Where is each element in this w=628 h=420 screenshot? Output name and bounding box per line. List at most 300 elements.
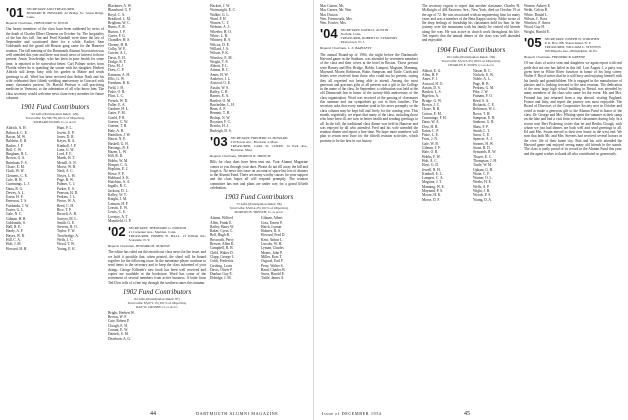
contributor-name: Emerson, T. S. xyxy=(6,199,28,204)
contributor-name: Cheney, H. R. xyxy=(108,42,129,47)
fund-1904-list xyxy=(422,69,520,202)
contributor-name: Bell, C. W. xyxy=(6,147,22,152)
contributor-name: Gilman, T. F. xyxy=(422,146,441,151)
contributor-name: Ingalls, R. C. xyxy=(108,184,128,189)
column-2-names xyxy=(108,4,206,223)
contributor-name: Young, D. A. xyxy=(473,197,492,202)
class-03-header xyxy=(210,133,308,152)
contributor-name: Bigelow, A. xyxy=(422,94,440,99)
contributor-name: Flint, L. C. xyxy=(108,94,124,99)
class-02-body: The editor has ruled out this month our class news for the issue, and we hold it possible that, when printed, the sheaf will be bound together for the following issue. In the meantime please continue to send items to the secretary and to keep the class informed of your doings. George Kilbreth's new book has been well received and copies are available at the bookstore. Word has come of the retirement of several members from active business. A letter from Ted Dow tells of a fine trip through the southern states this autumn. xyxy=(108,250,206,285)
contributor-name: Hobbs, F. W. xyxy=(422,154,441,159)
contributor-name: Reed, S. A. xyxy=(473,98,490,103)
class-02-numeral: '02 xyxy=(108,224,126,240)
contributor-name: Smith, L. T. xyxy=(473,128,491,133)
contributor-name: Fuller, E. A. xyxy=(108,102,126,107)
column-4 xyxy=(320,4,418,404)
fund-1903-names-a xyxy=(210,216,257,280)
class-02-treasurer: TREASURER, HOMER B. HALL, 15 Pelham Rd., Scarsdale, N. Y. xyxy=(128,234,206,243)
contributor-name: Wilson, P. K. xyxy=(210,51,229,56)
class-01-numeral: '01 xyxy=(6,5,24,20)
contributor-name: Allen, H. F. xyxy=(422,72,439,77)
contributor-name: Kent, Arthur L. xyxy=(261,237,284,242)
column-6 xyxy=(524,4,622,404)
class-05-chairman: Bequest Chairman, FREDERICK GREENE xyxy=(524,55,586,60)
fund-1904-names-a xyxy=(422,69,469,202)
contributor-name: Bosworth, Percy xyxy=(210,237,234,242)
contributor-name: White, L. B. xyxy=(210,34,228,39)
fund-1904-title: 1904 Fund Contributors xyxy=(436,45,506,54)
contributor-name: Webster, A. J. xyxy=(210,25,230,30)
contributor-name: Hopkins, E. J. xyxy=(108,167,129,172)
contributor-name: Boynton, F. C. xyxy=(210,120,231,125)
class-01-address: HOWARD H. HOWARD, 42 Bridge St., Gleen Ridge, Conn. xyxy=(26,11,104,19)
contributor-name: Goldsmith, S. xyxy=(6,220,26,225)
fund-1904-names-b xyxy=(473,69,520,202)
contributor-name: Wm. Fowler, Mrs. xyxy=(320,21,347,26)
col5-body: The secretary regrets to report that another classmate, Charles H. McKnight of 404 Eastview Ave., New York, died on October 19 at the age of 72. He was associated with an engineering firm for many years and was a member of the Beta Kappa society. Eddie wrote of the deep feelings of friendship his classmates held for him. In the journey over the mountains with his family he visited old friends along the way. He was active in church work throughout his life. Ted reports that the annual dinner of the class was well attended and enjoyable. xyxy=(422,4,520,43)
contributor-name: Cummings, F. H. xyxy=(422,115,447,120)
contributor-name: Blackmer, A. W. xyxy=(108,4,132,8)
contributor-name: Perkins, G. M. xyxy=(473,85,495,90)
contributor-name: Jackson, D. L. xyxy=(108,188,129,193)
contributor-name: Ames, H. W. xyxy=(210,72,229,77)
contributor-name: Perry, Walter S. xyxy=(261,263,284,268)
contributor-name: Marsh, H. T. xyxy=(57,156,76,161)
contributor-name: Chase, E. M. xyxy=(6,165,25,170)
contributor-name: Dow, M. J. xyxy=(108,64,124,69)
contributor-name: Fairbanks, J. W. xyxy=(6,203,30,208)
contributor-name: Mac Dotson xyxy=(320,12,338,17)
contributor-name: Wells, A. P. xyxy=(473,184,490,189)
class-05-header xyxy=(524,37,622,53)
contributor-name: Bailey, Harry W. xyxy=(210,224,235,229)
column-6-names xyxy=(524,4,622,34)
contributor-name: Page, H. B. xyxy=(473,81,490,86)
contributor-name: Magsine, J. T. xyxy=(422,180,443,185)
contributor-name: Stearns, H. W. xyxy=(473,141,494,146)
contributor-name: Holt, A. C. xyxy=(422,158,438,163)
contributor-name: Holt, J. M. xyxy=(6,242,22,247)
contributor-name: Russell, A. B. xyxy=(57,212,77,217)
contributor-name: Eaton, C. P. xyxy=(422,128,439,133)
contributor-name: Burns, E. R. xyxy=(108,25,126,30)
contributor-name: Eldridge, J. M. xyxy=(210,276,232,281)
contributor-name: Hardy, A. F. xyxy=(6,229,24,234)
class-04-body: The annual Round-up of 1904, the night before the Dartmouth-Harvard game in the Stadium, was attended by seventeen members of the class and their wives at the hotel in Boston. Those present were Barney and Mrs. Bridge, Hobbs, Lampert, Magsine, Manning, Maynard, Moore, Robinson, Waite, Sampson, and Tuttle. Cards and letters were received from those who could not be present, saying they all regretted not being able to attend. Among the most generous and gracious gifts of all present was a gift to the College in the name of the class. In September, a celebration was held at the old Dartmouth Inn in honor of the twenty-fifth anniversary of the class organization. Word was received of the passing of classmates this summer and our sympathies go out to their families. The secretary asks that every member send in his news promptly so the class column may be kept full and lively for the coming year. This month, regretfully, we report that many of the class, including those who have been ill, are now in better health and sending greetings to all. In the fall, the traditional class dinner was held in Hanover and was enjoyed by all who attended. Fred and his wife attended the reunion dinner and report a fine time. We hope more members will plan to return next June for the fiftieth reunion activities, which promise to be the best in our history. xyxy=(320,52,418,143)
contributor-name: Austin, D. S. xyxy=(422,85,441,90)
contributor-name: Nash, A. C. xyxy=(57,169,74,174)
contributor-name: Thayer, E. C. xyxy=(473,154,493,159)
contributor-name: Bacon, M. W. xyxy=(6,134,26,139)
left-footer xyxy=(150,411,156,417)
contributor-name: Holmes, R. S. xyxy=(261,229,282,234)
contributor-name: Robinson, W. L. xyxy=(473,107,497,112)
contributor-name: Baldwin, E. R. xyxy=(6,139,28,144)
class-03-treasurer: TREASURER, CARL W. CURRY, 14 Park Ave., Brockton, Mass. xyxy=(230,143,308,152)
contributor-name: Farnham, R. K. xyxy=(108,81,131,86)
contributor-name: Burleigh, D. S. xyxy=(210,128,232,133)
contributor-name: Ellis, G. W. xyxy=(108,77,125,82)
class-05-treasurer-address: 190 Mineola Ave., Philadelphia 18, Pa. xyxy=(544,49,598,54)
contributor-name: Rowe, T. H. xyxy=(473,111,491,116)
contributor-name: Sanborn, G. R. xyxy=(473,120,495,125)
contributor-name: Webb, Calvin B. xyxy=(524,8,548,13)
contributor-name: Eastman, A. H. xyxy=(108,72,130,77)
contributor-name: Pike, J. W. xyxy=(473,90,489,95)
contributor-name: Warren, Aubrey E. xyxy=(524,4,551,8)
right-folio: 45 xyxy=(464,411,470,417)
contributor-name: Gilman, Albert xyxy=(261,216,283,221)
contributor-name: Wood, T. W. xyxy=(57,242,75,247)
contributor-name: Chase, R. B. xyxy=(422,107,441,112)
contributor-name: Howard, Fred D. xyxy=(261,233,286,238)
contributor-name: Brewer, Allen K. xyxy=(210,242,235,247)
contributor-name: Means, John P. xyxy=(261,250,283,255)
contributor-name: Pearson, H. D. xyxy=(57,190,79,195)
contributor-name: Mansfield, G. P. xyxy=(108,218,132,223)
contributor-name: Cobb, Frederick xyxy=(210,259,234,264)
magazine-title: DARTMOUTH ALUMNI MAGAZINE xyxy=(196,411,279,416)
contributor-name: Drew, C. P. xyxy=(108,68,125,73)
contributor-name: Dewey, A. L. xyxy=(6,190,26,195)
class-01-header xyxy=(6,7,104,19)
contributor-name: Lincoln, W. H. xyxy=(261,242,283,247)
contributor-name: Bridge, G. W. xyxy=(422,98,442,103)
fund-1902-title: 1902 Fund Contributors xyxy=(122,287,192,296)
contributor-name: Willard, J. A. xyxy=(210,46,230,51)
class-05-address: P. O. Box 188, Staten Island, N. Y. xyxy=(544,41,592,46)
contributor-name: Thompson, J. H. xyxy=(473,158,497,163)
contributor-name: Davis, E. H. xyxy=(108,55,126,60)
contributor-name: Hill, C. A. xyxy=(6,238,21,243)
contributor-name: Winslow, F. Amos xyxy=(524,21,551,26)
contributor-name: Smith, G. E. xyxy=(57,220,75,225)
contributor-name: Hall, R. E. xyxy=(6,225,22,230)
contributor-name: Cummings, L. J. xyxy=(6,182,30,187)
contributor-name: Eaton, H. P. xyxy=(6,195,24,200)
contributor-name: Barker, J. P. xyxy=(6,143,24,148)
contributor-name: Snow, Harold E. xyxy=(261,272,285,277)
contributor-name: Wood, Guy H. xyxy=(524,25,545,30)
contributor-name: Wm. Farnsworth, Mrs. xyxy=(320,16,353,21)
contributor-name: Allen, Frank E. xyxy=(210,220,233,225)
class-01-secretary: SECRETARY AND TREASURER xyxy=(26,7,75,11)
class-04-header xyxy=(320,28,418,44)
contributor-name: Kimball, E. L. xyxy=(422,171,443,176)
contributor-name: Taylor, F. W. xyxy=(57,229,76,234)
contributor-name: Wright, T. P. xyxy=(210,59,228,64)
class-05-treasurer: TREASURER, WILLIAM C. STEVENS xyxy=(544,45,601,50)
contributor-name: Rice, T. F. xyxy=(57,207,72,212)
contributor-name: Reed, C. H. xyxy=(57,203,74,208)
fund-1903-subtitle: 75 Gifts (Participation Index: 96) xyxy=(236,202,282,207)
class-04-treasurer-address: Morristown, N. J. xyxy=(340,40,365,45)
right-footer-folio xyxy=(464,411,470,417)
contributor-name: Cushing, Louis xyxy=(210,263,232,268)
contributor-name: Atwood, H. O. xyxy=(422,81,444,86)
contributor-name: Brown, W. F. xyxy=(108,315,127,320)
contributor-name: Hoyt, G. D. xyxy=(422,163,439,168)
issue-line: Issue of DECEMBER 1954 xyxy=(322,411,382,416)
fund-1903-list xyxy=(210,216,308,280)
contributor-name: Cotton, E. M. xyxy=(422,111,442,116)
contributor-name: Putnam, F. O. xyxy=(473,94,493,99)
contributor-name: Lane, G. W. xyxy=(57,147,75,152)
contributor-name: Goss, Ernest P. xyxy=(261,220,283,225)
contributor-name: Bradford, L. M. xyxy=(108,16,131,21)
contributor-name: Ward, F. H. xyxy=(210,16,227,21)
contributor-name: Perkins, J. L. xyxy=(57,195,76,200)
contributor-name: Frost, J. N. xyxy=(422,137,438,142)
contributor-name: Hutchins, A. A. xyxy=(108,180,131,185)
contributor-name: Batchelder, L. H. xyxy=(210,102,235,107)
class-04-chairman: Bequest Chairman, L. S. BARTLETT xyxy=(320,46,372,51)
contributor-name: Burton, J. P. xyxy=(108,29,126,34)
class-02-chairman: Bequest Chairman, HOWARD M. NORTON xyxy=(108,244,170,249)
contributor-name: Fiske, O. B. xyxy=(108,89,126,94)
contributor-name: Gale, N. C. xyxy=(6,212,23,217)
contributor-name: Howe, F. P. xyxy=(108,171,125,176)
fund-1901-subtitle: 92 Gifts (Participation Index: 129) xyxy=(31,112,79,117)
contributor-name: Manning, W. E. xyxy=(422,184,445,189)
contributor-name: Dodge, R. T. xyxy=(108,59,127,64)
class-04-address: Norfolk, Conn. xyxy=(340,32,362,37)
contributor-name: Palmer, C. J. xyxy=(57,182,76,187)
contributor-name: Ames, F. J. xyxy=(422,77,438,82)
class-05-body: Of our class of active sons and daughters we again report with real pride that not one has failed us this fall. Last August 1, a party was given here in White River Junction in honor of his long career. Walter F. Boyd writes that he is still busy and enjoying himself with his family and grandchildren. He is engaged in the manufacture of plastics and is looking forward to the next reunion. The dedication of the new large high school building in Bristol was attended by many members of the class who came for the event. Mr. and Mrs. Ferrand has just returned from a trip abroad, visiting England, France and Italy, and report the journey was most enjoyable. The Board of Directors of the Cooperative Society met in October and voted to make a generous gift to the Alumni Fund in honor of the class. Dr. George and Mrs. Whiting spent the summer at their camp on the lake and had a visit from several classmates during July. In a recent note Bert Pickering writes that he and Bertha Clough, with whom we just had dinner, are both well and send greetings to all. Ed and Mrs. Swain moved to their new home in the west end. We note that both Mr. and Mrs. Stevens had received several honors in the civic life of their home city. Bob and his wife attended the Harvard game and enjoyed seeing many old friends in the stands. The class is justly proud of its record in the Alumni Fund this year, and the agent wishes to thank all who contributed so generously. xyxy=(524,61,622,156)
class-02-secretary: SECRETARY, THEODORE G. NORTON xyxy=(128,226,187,231)
contributor-name: Davis, Oliver P. xyxy=(210,267,233,272)
class-05-numeral: '05 xyxy=(524,35,542,51)
contributor-name: Gates, F. M. xyxy=(108,111,126,116)
contributor-name: Brown, J. C. xyxy=(422,103,441,108)
contributor-name: Lampert, C. A. xyxy=(422,176,444,181)
contributor-name: Wells, J. C. xyxy=(57,238,74,243)
column-3 xyxy=(210,4,308,404)
right-page xyxy=(314,0,628,420)
contributor-name: Wheeler, H. O. xyxy=(210,29,232,34)
contributor-name: Gardner, H. L. xyxy=(108,107,129,112)
contributor-name: Bell, Hugh R. xyxy=(210,233,230,238)
contributor-name: French, W. D. xyxy=(108,98,129,103)
contributor-name: Knight, J. M. xyxy=(108,197,128,202)
contributor-name: White, Daniel L. xyxy=(524,12,549,17)
contributor-name: Baker, Cyrus C. xyxy=(210,229,234,234)
contributor-name: Cole, H. H. xyxy=(6,177,23,182)
fund-1904-agent: CHARLES E. SNOW, Class Agent xyxy=(447,62,494,67)
contributor-name: Wilcox, D. E. xyxy=(210,42,230,47)
contributor-name: Harris, N. E. xyxy=(108,137,127,142)
contributor-name: Hill, R. D. xyxy=(108,154,124,159)
contributor-name: Moore, H. K. xyxy=(422,193,442,198)
contributor-name: Chandler, H. S. xyxy=(108,38,131,43)
contributor-name: Gould, P. R. xyxy=(108,115,126,120)
contributor-name: Rand, Charles B. xyxy=(261,267,286,272)
contributor-name: Bennett, T. R. xyxy=(210,111,230,116)
contributor-name: Gilman, H. B. xyxy=(6,216,27,221)
contributor-name: Haskell, G. H. xyxy=(108,141,129,146)
class-03-address: 219 Forest Ave., Brockton 4, Mass. xyxy=(230,139,279,144)
contributor-name: Hooper, C. G. xyxy=(108,162,129,167)
contributor-name: Adams, Wilfred xyxy=(210,216,233,221)
contributor-name: Morse, W. B. xyxy=(57,165,77,170)
contributor-name: Dearborn, A. G. xyxy=(108,336,132,341)
contributor-name: Warren, C. T. xyxy=(210,21,230,26)
fund-1903-agent: MORTON B. TRENCH, Class Agent xyxy=(234,210,284,215)
contributor-name: Clark, W. W. xyxy=(6,169,25,174)
class-02-header xyxy=(108,226,206,242)
contributor-name: Kimball, J. P. xyxy=(57,143,77,148)
contributor-name: Lewis, C. S. xyxy=(108,210,126,215)
column-4-names xyxy=(320,4,418,25)
contributor-name: Stone, R. D. xyxy=(473,146,491,151)
fund-1901-list xyxy=(6,126,104,251)
contributor-name: Hazen, L. W. xyxy=(108,150,127,155)
contributor-name: Clapp, George L. xyxy=(210,254,235,259)
fund-1903-names-b xyxy=(261,216,308,280)
contributor-name: Mac Carnes, Mr. Wm. xyxy=(320,8,353,13)
contributor-name: Dana, R. G. xyxy=(6,186,24,191)
class-03-chairman: Bequest Chairman, MORTON B. TRENCH xyxy=(210,153,271,158)
contributor-name: Weeks, H. E. xyxy=(473,180,492,185)
contributor-name: Jones, D. R. xyxy=(57,134,75,139)
contributor-name: Lyman, Charles xyxy=(261,246,284,251)
column-3-names xyxy=(210,4,308,133)
column-1 xyxy=(6,4,104,404)
fund-1901-names-a xyxy=(6,126,53,251)
contributor-name: Colby, W. E. xyxy=(108,46,127,51)
contributor-name: Leavitt, E. W. xyxy=(108,205,128,210)
contributor-name: Brooks, H. J. xyxy=(210,124,229,129)
column-2 xyxy=(108,4,206,404)
contributor-name: Hobbs, W. M. xyxy=(108,158,129,163)
contributor-name: Miller, Ross T. xyxy=(261,254,283,259)
contributor-name: Foster, G. L. xyxy=(6,207,25,212)
class-04-treasurer: TREASURER, ROBERT W. SYMONDS xyxy=(340,36,398,41)
contributor-name: Jewett, E. P. xyxy=(57,130,75,135)
contributor-name: Currier, A. L. xyxy=(108,51,128,56)
contributor-name: Morse, D. F. xyxy=(422,197,440,202)
contributor-name: Whitney, R. S. xyxy=(210,38,232,43)
fund-1902-agent: RAY W. CROSBY, Class Agent xyxy=(136,304,178,309)
contributor-name: Trowbridge, A. xyxy=(57,233,79,238)
contributor-name: Sampson, E. B. xyxy=(473,115,496,120)
contributor-name: Tuttle, James A. xyxy=(261,276,285,281)
contributor-name: Winslow, E. M. xyxy=(210,55,233,60)
contributor-name: Hunt, F. L. xyxy=(57,126,73,131)
contributor-name: Jewell, R. H. xyxy=(422,167,441,172)
contributor-name: Hubbard, S. K. xyxy=(108,175,130,180)
class-01-body: Our hearty members of the class have been saddened by news of the death of Charles Elbert Clemens on October 1st. The hospitality of the Inn this fall, Jim and Pearl Kimball were there the last of September and vacationed there for a while. Earlier, Sam Goldsmith and the grand old Boston gang came for the Hanover reunion. The fall meeting of the Dartmouth Alumni Association was well attended this year and there was much news of interest to those present. Amos Trowbridge, who has been in poor health for some time, is reported to be somewhat better. Carl Palmer writes from Florida where he is spending the winter with his daughter. Herbert Aldrich still keeps busy with his garden in Maine and sends greetings to all. Word has been received that Arthur Nash and his wife celebrated their fiftieth wedding anniversary in Concord with many classmates present. Dr. Harold Pearson is still practicing medicine in Vermont, to the admiration of all who know him. The class secretary would welcome news from every member for future columns. xyxy=(6,27,104,101)
contributor-name: Hastings, B. F. xyxy=(108,145,130,150)
column-5 xyxy=(422,4,520,404)
contributor-name: Wight, J. R. xyxy=(473,188,491,193)
contributor-name: Kelley, W. T. xyxy=(108,193,127,198)
contributor-name: Osgood, Earl F. xyxy=(261,259,284,264)
contributor-name: Dow, H. R. xyxy=(422,124,439,129)
contributor-name: Bean, A. F. xyxy=(210,107,226,112)
contributor-name: Abbott, E. G. xyxy=(422,68,442,73)
contributor-name: Waite, C. F. xyxy=(473,171,490,176)
fund-1902-subtitle: 62 Gifts (Participation Index: 87) xyxy=(134,296,180,301)
fund-1901-agent: RICHARD WOOD, Class Agent xyxy=(33,120,77,125)
contributor-name: Bailey, C. R. xyxy=(210,89,229,94)
contributor-name: Fiske, L. E. xyxy=(422,133,439,138)
fund-1902-names xyxy=(108,311,206,341)
contributor-name: Dunbar, Guy E. xyxy=(210,272,233,277)
contributor-name: Nichols, E. W. xyxy=(473,72,494,77)
contributor-name: Wainwright, E. C. xyxy=(210,8,236,13)
contributor-name: Boyd, C. A. xyxy=(108,12,126,17)
contributor-name: Page, R. W. xyxy=(57,177,74,182)
class-03-numeral: '03 xyxy=(210,133,228,149)
contributor-name: Merrill, A. N. xyxy=(57,160,77,165)
contributor-name: Sawyer, M. L. xyxy=(57,216,78,221)
contributor-name: Pierce, W. A. xyxy=(57,199,76,204)
contributor-name: Clemens, C. E. xyxy=(6,173,28,178)
contributor-name: Parker, E. S. xyxy=(57,186,75,191)
contributor-name: Bartlett, L. S. xyxy=(422,90,442,95)
left-folio: 44 xyxy=(150,411,156,417)
fund-1903-total: Total Gifts: $3,614.25 (101% of Objective) xyxy=(229,206,289,211)
class-02-address: 41 Carpenter Ave., Meriden, Conn. xyxy=(128,230,177,235)
contributor-name: Campbell, R. H. xyxy=(210,246,234,251)
contributor-name: Noble, A. L. xyxy=(473,77,491,82)
contributor-name: Aldrich, A. H. xyxy=(6,126,27,131)
contributor-name: Cate, Robert P. xyxy=(108,319,130,324)
fund-1901-total: Total Gifts: $3,790.78 (101% of Objective) xyxy=(25,116,85,121)
contributor-name: Wright, Harold E. xyxy=(524,29,550,34)
contributor-name: Dana, W. A. xyxy=(422,120,440,125)
left-footer-title xyxy=(196,411,278,417)
contributor-name: Bishop, N. W. xyxy=(210,115,231,120)
contributor-name: Richards, C. E. xyxy=(473,103,495,108)
contributor-name: Symonds, R. W. xyxy=(473,150,497,155)
contributor-name: Graves, C. W. xyxy=(108,120,129,125)
contributor-name: Warner, O. L. xyxy=(473,176,493,181)
contributor-name: Daniels, S. M. xyxy=(108,332,129,337)
contributor-name: Mac Cutton, Ms. xyxy=(320,4,345,8)
fund-1903-title: 1903 Fund Contributors xyxy=(224,193,294,202)
contributor-name: Bartlett, O. M. xyxy=(210,98,232,103)
contributor-name: Lovejoy, A. T. xyxy=(108,214,129,219)
contributor-name: Brown, G. A. xyxy=(6,156,26,161)
contributor-name: Atwood, G. E. xyxy=(210,81,231,86)
contributor-name: Clough, E. H. xyxy=(108,323,128,328)
contributor-name: Keyes, R. A. xyxy=(57,139,76,144)
class-04-secretary: SECRETARY, DAVID S. AUSTIN xyxy=(340,28,389,33)
contributor-name: Field, J. H. xyxy=(108,85,124,90)
contributor-name: Adams, R. C. xyxy=(210,68,230,73)
contributor-name: Howard, H. H. xyxy=(6,246,28,251)
class-01-chairman: Bequest Chairman, THEODORE W. WOOD xyxy=(6,21,69,25)
contributor-name: Stevens, R. O. xyxy=(57,225,78,230)
contributor-name: Barnes, E. A. xyxy=(210,94,230,99)
contributor-name: Hatch, Lyman xyxy=(261,224,282,229)
contributor-name: Greene, T. B. xyxy=(108,124,128,129)
contributor-name: Tuttle, W. M. xyxy=(473,163,493,168)
contributor-name: Walker, G. L. xyxy=(210,12,230,17)
class-04-numeral: '04 xyxy=(320,26,338,42)
contributor-name: Spencer, A. J. xyxy=(473,137,493,142)
contributor-name: Shaw, F. P. xyxy=(473,124,489,129)
fund-1901-names-b xyxy=(57,126,104,251)
contributor-name: Babcock, C. E. xyxy=(6,130,28,135)
contributor-name: Noyes, L. H. xyxy=(57,173,76,178)
class-05-secretary: SECRETARY, JOSEPH W. WORTHEN xyxy=(544,37,600,42)
fund-1904-total: Total Gifts: $5,513.43 (185% of Objective) xyxy=(441,58,501,63)
